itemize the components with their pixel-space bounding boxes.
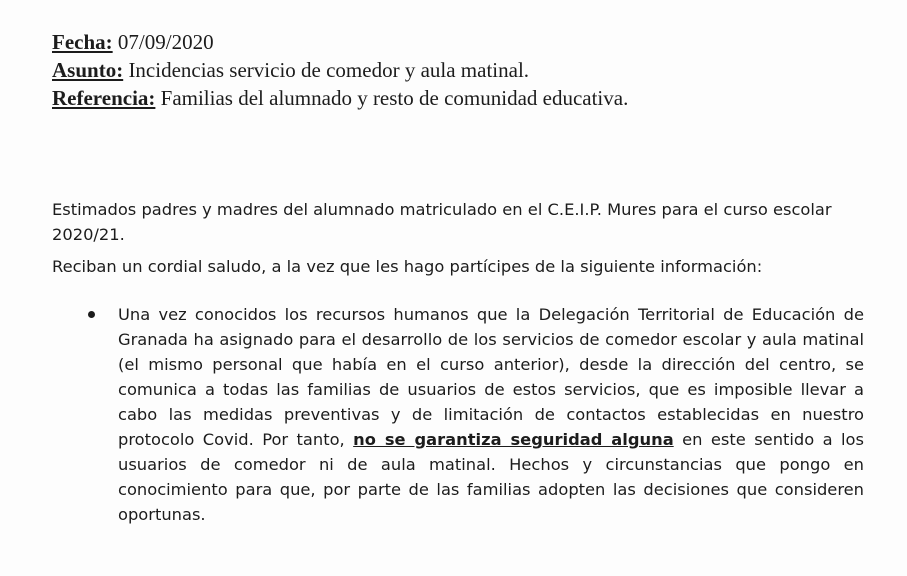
asunto-value: Incidencias servicio de comedor y aula matinal. bbox=[123, 58, 530, 82]
bullet-dot-icon bbox=[88, 311, 95, 318]
bullet-text-after: en este sentido a los usuarios de comedor ni de aula matinal. Hechos y circunstancias que pongo en conocimiento para que, por parte de las familias adopten las decisiones que consideren oportunas. bbox=[118, 430, 865, 524]
asunto-line bbox=[52, 56, 628, 84]
bullet-text-before: Una vez conocidos los recursos humanos que la Delegación Territorial de Educación de Granada ha asignado para el desarrollo de los servicios de comedor escolar y aula matinal (el mismo personal que había en el curso anterior), desde la dirección del centro, se comunica a todas las familias de usuarios de estos servicios, que es imposible llevar a cabo las medidas preventivas y de limitación de contactos establecidas en nuestro protocolo Covid. Por tanto, bbox=[118, 305, 864, 449]
fecha-line bbox=[52, 28, 628, 56]
bullet-text bbox=[118, 302, 864, 527]
fecha-label: Fecha: bbox=[52, 30, 113, 54]
referencia-value: Familias del alumnado y resto de comunidad educativa. bbox=[155, 86, 629, 110]
asunto-label: Asunto: bbox=[52, 58, 124, 82]
referencia-label: Referencia: bbox=[52, 86, 156, 110]
fecha-value: 07/09/2020 bbox=[112, 30, 214, 54]
letter-header bbox=[52, 28, 628, 112]
intro-paragraph: Reciban un cordial saludo, a la vez que les hago partícipes de la siguiente información: bbox=[52, 257, 763, 276]
bullet-emphasis: no se garantiza seguridad alguna bbox=[353, 430, 674, 449]
greeting-paragraph: Estimados padres y madres del alumnado matriculado en el C.E.I.P. Mures para el curso escolar 2020/21. bbox=[52, 200, 832, 244]
referencia-line bbox=[52, 84, 628, 112]
